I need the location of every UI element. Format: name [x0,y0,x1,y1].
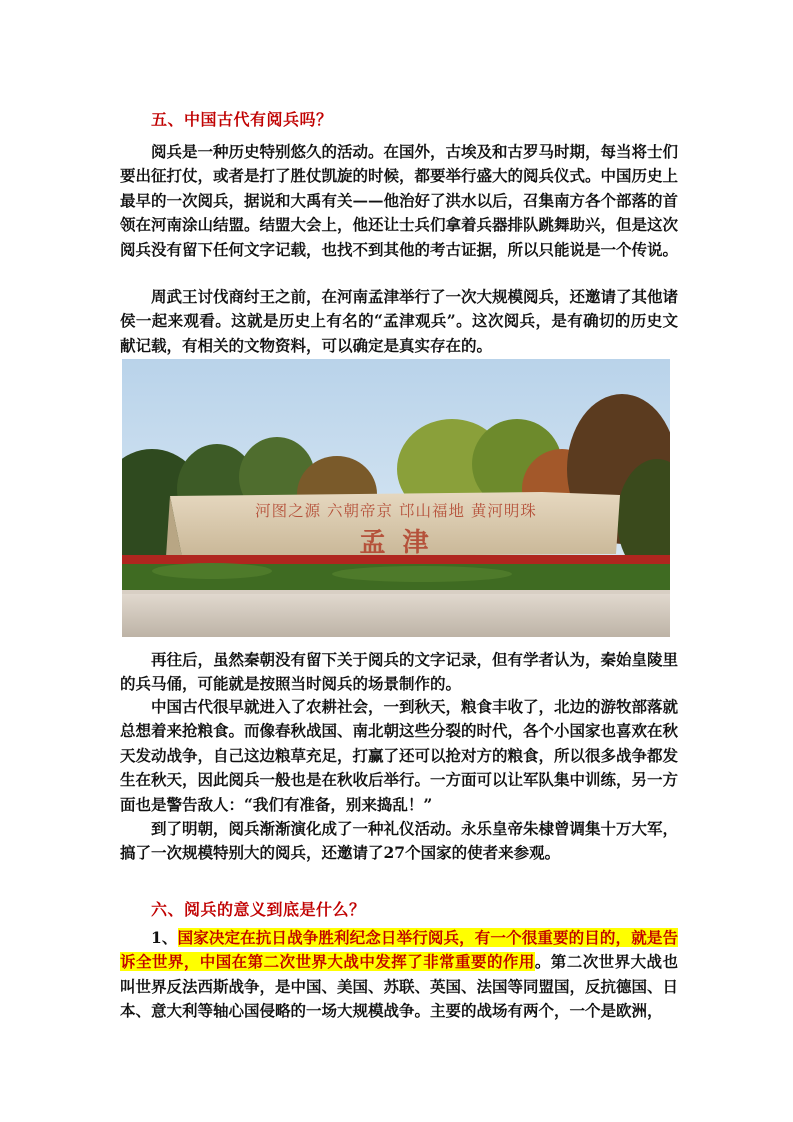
section-6-heading: 六、阅兵的意义到底是什么？ [151,900,366,919]
section-6-paragraph-1 [120,926,678,1024]
item-number: 1、 [151,928,178,947]
section-5-paragraph-1: 阅兵是一种历史特别悠久的活动。在国外，古埃及和古罗马时期，每当将士们要出征打仗，或者是打了胜仗凯旋的时候，都要举行盛大的阅兵仪式。中国历史上最早的一次阅兵，据说和大禹有关——他治好了洪水以后，召集南方各个部落的首领在河南涂山结盟。结盟大会上，他还让士兵们拿着兵器排队跳舞助兴，但是这次阅兵没有留下任何文字记载，也找不到其他的考古证据，所以只能说是一个传说。 [120,142,679,259]
highlighted-text: 国家决定在抗日战争胜利纪念日举行阅兵，有一个很重要的目的，就是告诉全世界，中国在第二次世界大战中发挥了非常重要的作用 [120,928,678,972]
section-5-paragraph-4: 中国古代很早就进入了农耕社会，一到秋天，粮食丰收了，北边的游牧部落就总想着来抢粮食。而像春秋战国、南北朝这些分裂的时代，各个小国家也喜欢在秋天发动战争，自己这边粮草充足，打赢了还可以抢对方的粮食，所以很多战争都发生在秋天，因此阅兵一般也是在秋收后举行。一方面可以让军队集中训练，另一方面也是警告敌人：“我们有准备，别来捣乱！” [120,697,679,814]
section-5-paragraph-5: 到了明朝，阅兵渐渐演化成了一种礼仪活动。永乐皇帝朱棣曾调集十万大军，搞了一次规模特别大的阅兵，还邀请了27个国家的使者来参观。 [120,819,679,863]
mengjin-stone-photo [122,359,670,637]
section-5-paragraph-3: 再往后，虽然秦朝没有留下关于阅兵的文字记录，但有学者认为，秦始皇陵里的兵马俑，可能就是按照当时阅兵的场景制作的。 [120,650,679,694]
stone-inscription-line-1: 河图之源 六朝帝京 邙山福地 黄河明珠 [255,502,537,520]
paragraph-text: 。第二次世界大战也叫世界反法西斯战争，是中国、美国、苏联、英国、法国等同盟国，反抗德国、日本、意大利等轴心国侵略的一场大规模战争。主要的战场有两个，一个是欧洲， [120,952,679,1021]
stone-inscription-title: 孟 津 [359,528,433,558]
section-5-paragraph-2: 周武王讨伐商纣王之前，在河南孟津举行了一次大规模阅兵，还邀请了其他诸侯一起来观看。这就是历史上有名的“孟津观兵”。这次阅兵，是有确切的历史文献记载，有相关的文物资料，可以确定是真实存在的。 [120,287,679,355]
section-5-heading: 五、中国古代有阅兵吗？ [151,110,333,129]
